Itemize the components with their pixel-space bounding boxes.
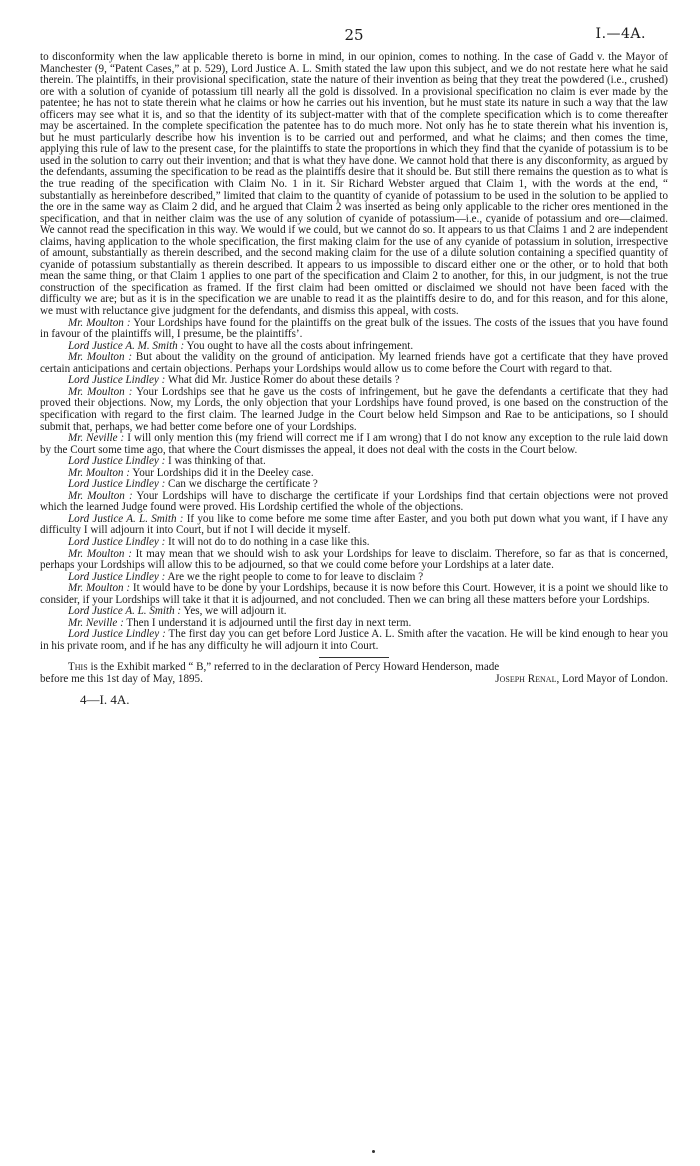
speaker-text: But about the validity on the ground of anticipation. My learned friends have got a certificate that they have proved certain anticipations and certain objections. Perhaps your Lordships would allow us to come before the Court with regard to that. [40, 351, 669, 375]
speaker-text: Your Lordships have found for the plaintiffs on the great bulk of the issues. The costs of the issues that you have found in favour of the plaintiffs will, I presume, be the plaintiffs’. [40, 316, 668, 341]
speaker-text: Yes, we will adjourn it. [183, 605, 287, 618]
page-mark [372, 1150, 375, 1153]
exchange-paragraph [40, 491, 668, 514]
speaker-name: Mr. Neville : [68, 616, 124, 629]
speaker-text: Your Lordships see that he gave us the costs of infringement, but he gave the defendants a certificate that they had proved their objections. Now, my Lords, the only objection that your Lordships have found proved, is one based on the construction of the specification with regard to the first claim. The learned Judge in the Court below held Simpson and Rae to be anticipations, so I should submit that, perhaps, we had better come before one of your Lordships. [40, 385, 669, 433]
speaker-name: Lord Justice Lindley : [68, 628, 166, 641]
speaker-name: Mr. Moulton : [68, 351, 133, 364]
speaker-name: Mr. Moulton : [68, 489, 133, 502]
exchange-paragraph [40, 318, 668, 341]
footer-reference: 4—I. 4A. [80, 691, 130, 707]
signatory-title: Lord Mayor of London. [559, 672, 668, 685]
speaker-name: Mr. Moulton : [68, 466, 130, 479]
exchange-paragraph [40, 387, 668, 433]
speaker-text: Are we the right people to come to for leave to disclaim ? [167, 570, 424, 583]
speaker-text: Then I understand it is adjourned until the first day in next term. [126, 616, 412, 629]
opening-paragraph: to disconformity when the law applicable thereto is borne in mind, in our opinion, comes to nothing. In the case of Gadd v. the Mayor of Manchester (9, “Patent Cases,” at p. 529), Lord Justice A. L. Smith stated the law upon this subject, and we do not restate here what he said therein. The plaintiffs, in their provisional specification, state the nature of their invention as being that they treat the powdered (i.e., crushed) ore with a solution of cyanide of potassium till nearly all the gold is dissolved. In a provisional specification no claim is ever made by the patentee; he has not to state therein what he claims or how he carries out his invention, but he must state its nature in such a way that the law officers may see what it is, and so that the identity of its subject-matter with that of the complete specification which is to come thereafter may be ascertained. In the complete specification the patentee has to do much more. Not only has he to state therein what his invention is, but he must particularly describe how his invention is to be carried out and performed, and what he claims; and then comes the time, applying this rule of law to the present case, for the plaintiffs to state the proportions in which they find that the cyanide of potassium is to be used in the solution to carry out their invention; and that is what they have done. We cannot hold that there is any disconformity, as argued by the defendants, assuming the specification to be read as the plaintiffs desire that it should be. But still there remains the question as to what is the true reading of the specification with Claim No. 1 in it. Sir Richard Webster argued that Claim 1, with the words at the end, “ substantially as hereinbefore described,” limited that claim to the quantity of cyanide of potassium to be used in the solution to be applied to the ore in the same way as Claim 2 did, and he argued that Claim 2 was inserted as being only applicable to the richer ores mentioned in the specification, and that in neither claim was the use of any solution of cyanide of potassium—i.e., cyanide of potassium and ore—claimed. We cannot read the specification in this way. We would if we could, but we cannot do so. It appears to us that Claims 1 and 2 are independent claims, having application to the whole specification, the first making claim for the use of any cyanide of potassium in solution, irrespective of amount, substantially as therein described, and the second making claim for the use of a dilute solution containing a specified quantity of cyanide of potassium substantially as therein described. It appears to us impossible to discard either one or the other, or to hold that both mean the same thing, or that Claim 1 applies to one part of the specification and Claim 2 to another, for this, in our judgment, is not the true construction of the specification as framed. If the first claim had been omitted or disclaimed we should not have been faced with the difficulty we are; but as it is in the specification we are unable to read it as the plaintiffs desire to do, and for this reason, and for this alone, we must with reluctance give judgment for the defendants, and dismiss this appeal, with costs. [40, 51, 668, 318]
speaker-name: Lord Justice A. M. Smith : [68, 339, 185, 352]
speaker-name: Mr. Moulton : [68, 582, 131, 595]
exhibit-text: is the Exhibit marked “ B,” referred to in the declaration of Percy Howard Henderson, made [87, 661, 500, 674]
exchange-paragraph [40, 514, 668, 537]
speaker-name: Mr. Moulton : [68, 385, 133, 398]
section-divider [319, 657, 389, 658]
speaker-text: Your Lordships did it in the Deeley case. [132, 466, 314, 479]
speaker-text: What did Mr. Justice Romer do about these details ? [167, 374, 400, 387]
speaker-name: Lord Justice Lindley : [68, 374, 166, 387]
exchange-paragraph [40, 433, 668, 456]
signatory-name: Joseph Renal, [495, 672, 560, 685]
court-exchanges [40, 318, 668, 653]
speaker-text: The first day you can get before Lord Justice A. L. Smith after the vacation. He will be kind enough to hear you in his private room, and if he has any difficulty he will adjourn it into Court. [40, 628, 668, 652]
document-reference: I.—4A. [595, 26, 646, 42]
speaker-text: It may mean that we should wish to ask your Lordships for leave to disclaim. Therefore, so far as that is concerned, perhaps your Lordships will allow this to be adjourned, so that we could come before your Lordships at a later date. [40, 547, 668, 572]
speaker-text: You ought to have all the costs about infringement. [186, 339, 414, 352]
speaker-text: It will not do to do nothing in a case like this. [168, 535, 370, 548]
speaker-text: If you like to come before me some time after Easter, and you both put down what you want, if I have any difficulty I will adjourn it into Court, but if not I will decide it myself. [40, 512, 669, 537]
speaker-name: Lord Justice Lindley : [68, 535, 166, 548]
signature-block [495, 674, 668, 686]
signature-line [40, 674, 668, 686]
speaker-text: Your Lordships will have to discharge the certificate if your Lordships find that certain objections were not proved which the learned Judge found were proved. His Lordship certified the whole of the objections. [40, 489, 668, 514]
speaker-name: Mr. Moulton : [68, 316, 131, 329]
speaker-text: I was thinking of that. [168, 455, 266, 468]
speaker-name: Mr. Neville : [68, 432, 125, 445]
speaker-name: Lord Justice Lindley : [68, 455, 166, 468]
speaker-name: Lord Justice Lindley : [68, 570, 166, 583]
speaker-name: Mr. Moulton : [68, 547, 132, 560]
speaker-name: Lord Justice A. L. Smith : [68, 512, 184, 525]
exhibit-date: before me this 1st day of May, 1895. [40, 672, 203, 685]
speaker-name: Lord Justice Lindley : [68, 478, 166, 491]
speaker-text: It would have to be done by your Lordships, because it is now before this Court. However, it is a point we should like to consider, if your Lordships will take it that it is adjourned, and not concluded. Then we can bring all these matters before your Lordships. [40, 582, 668, 606]
speaker-text: Can we discharge the certificate ? [168, 478, 318, 491]
exchange-paragraph [40, 352, 668, 375]
exchange-paragraph [40, 629, 668, 652]
page-header [40, 0, 668, 52]
judgment-text [40, 52, 668, 686]
page-number: 25 [344, 26, 364, 44]
speaker-name: Lord Justice A. L. Smith : [68, 605, 182, 618]
exchange-paragraph [40, 583, 668, 606]
exchange-paragraph [40, 549, 668, 572]
speaker-text: I will only mention this (my friend will correct me if I am wrong) that I do not know any exception to the rule laid down by the Court some time ago, that where the Court dismisses the appeal, it does not deal with the costs in the Court below. [40, 432, 668, 456]
exhibit-lead-word: This [68, 661, 88, 674]
